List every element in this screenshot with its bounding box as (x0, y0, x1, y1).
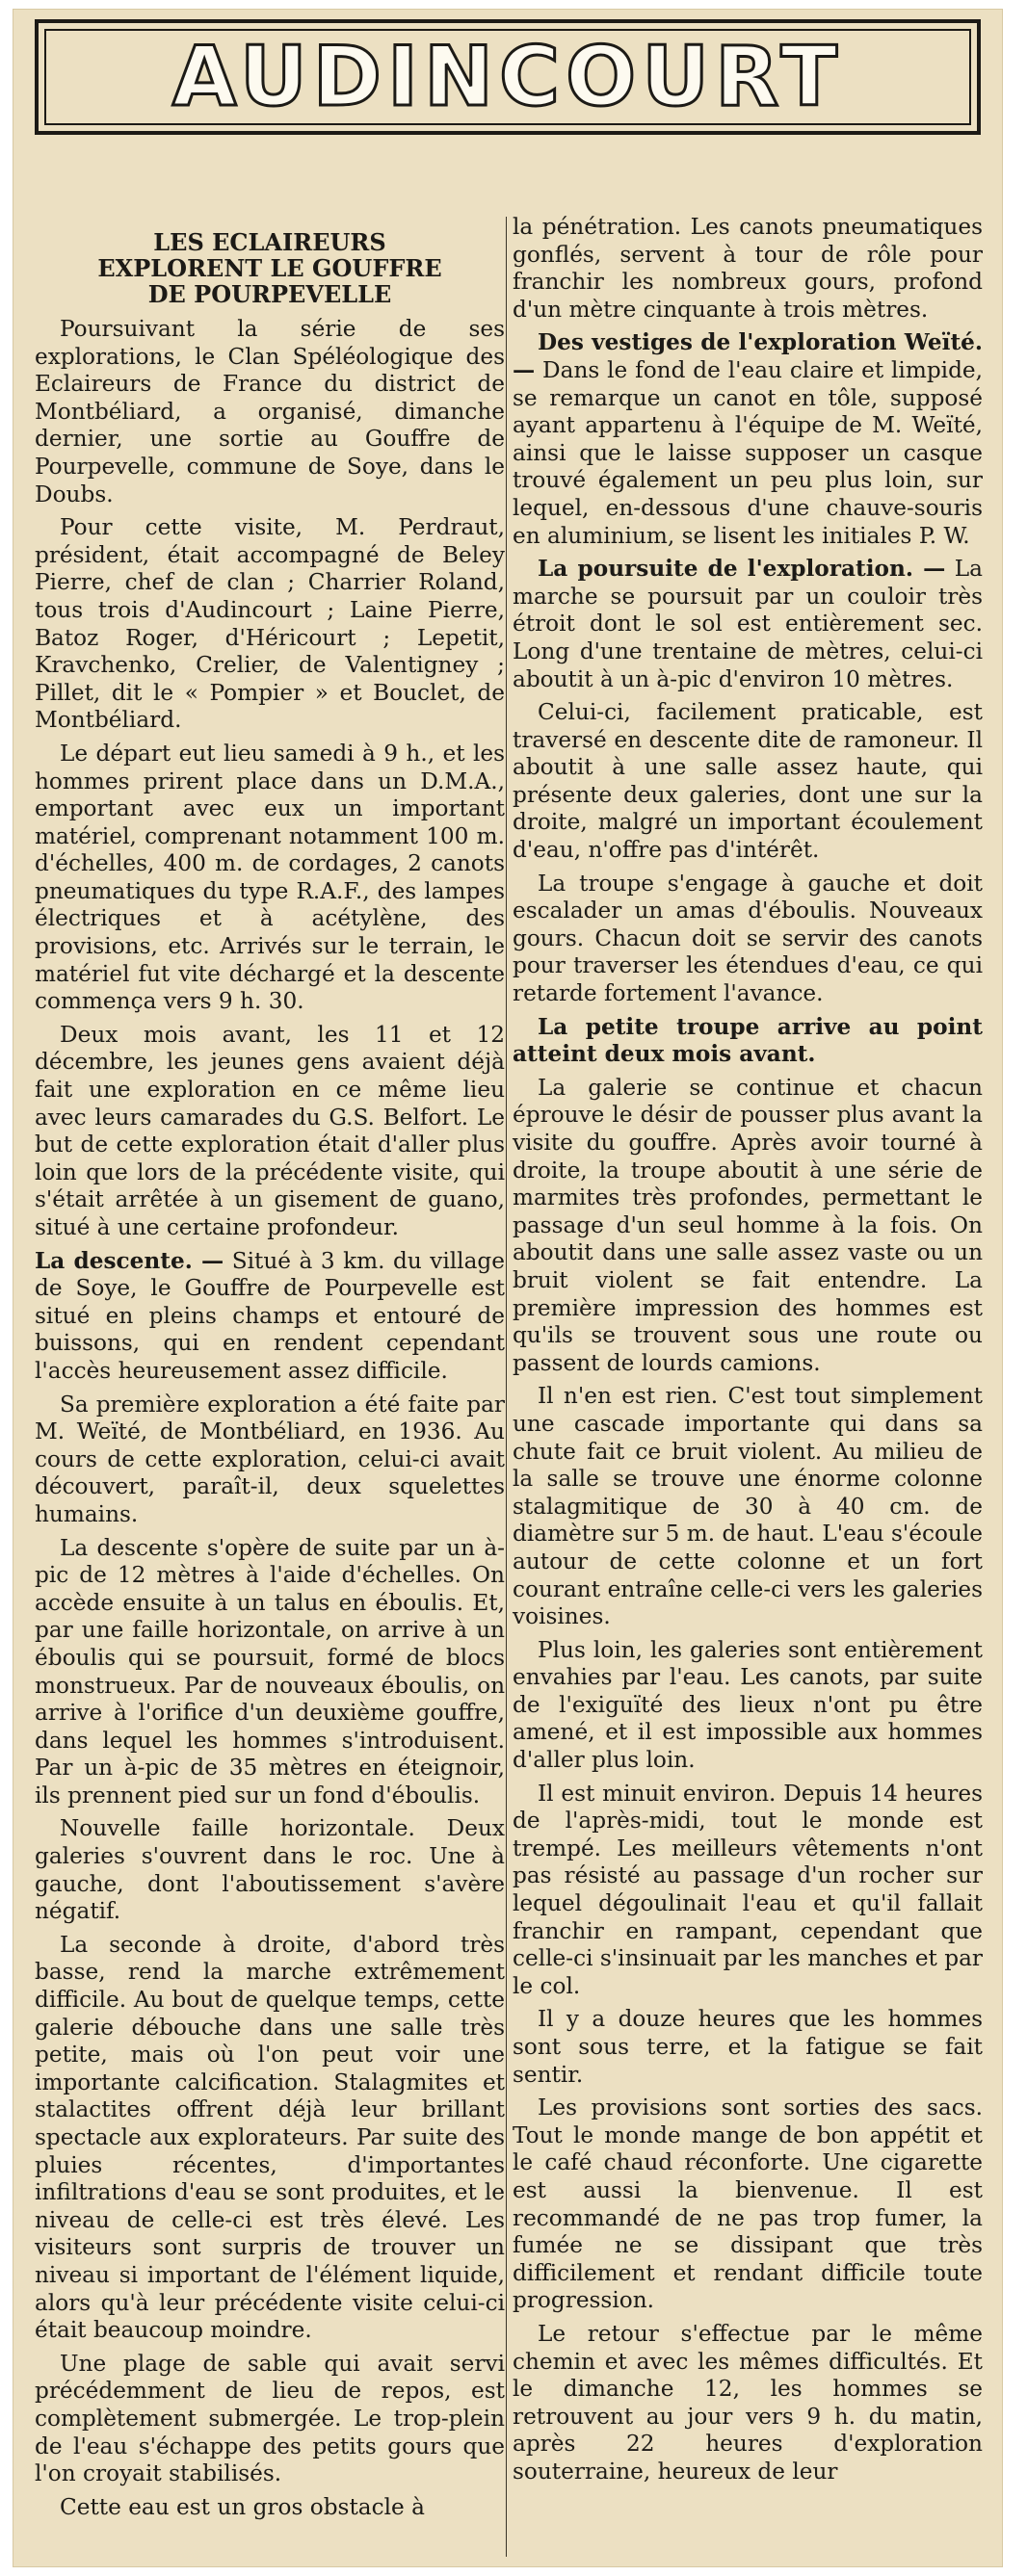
paragraph: Il n'en est rien. C'est tout simplement une cascade importante qui dans sa chute fait ce bruit violent. Au milieu de la salle se trouve une énorme colonne stalagmitique de 30 à 40 cm. de diamètre sur 5 m. de haut. L'eau s'écoule autour de cette colonne et un fort courant entraîne celle-ci vers les galeries voisines. (513, 1383, 983, 1630)
right-column (513, 214, 983, 2492)
subhead: La petite troupe arrive au point atteint deux mois avant. (513, 1013, 983, 1068)
paragraph: Une plage de sable qui avait servi précédemment de lieu de repos, est complètement submergée. Le trop-plein de l'eau s'échappe des petits gours que l'on croyait stabilisés. (35, 2350, 505, 2487)
paragraph: la pénétration. Les canots pneumatiques gonflés, servent à tour de rôle pour franchir les nombreux gours, profond d'un mètre cinquante à trois mètres. (513, 214, 983, 323)
headline-line-2: EXPLORENT LE GOUFFRE (97, 254, 442, 282)
paragraph-text: Dans le fond de l'eau claire et limpide, se remarque un canot en tôle, supposé ayant appartenu à l'équipe de M. Weïté, ainsi que le laisse supposer un casque trouvé également un peu plus loin, sur lequel, en-dessous d'une chauve-souris en aluminium, se lisent les initiales P. W. (513, 356, 984, 549)
paragraph: Le retour s'effectue par le même chemin et avec les mêmes difficultés. Et le dimanche 12, les hommes se retrouvent au jour vers 9 h. du matin, après 22 heures d'exploration souterraine, heureux de leur (513, 2320, 983, 2485)
paragraph: Il y a douze heures que les hommes sont sous terre, et la fatigue se fait sentir. (513, 2006, 983, 2088)
paragraph: Celui-ci, facilement praticable, est traversé en descente dite de ramoneur. Il aboutit à une salle assez haute, qui présente deux galeries, dont une sur la droite, malgré un important écoulement d'eau, n'offre pas d'intérêt. (513, 699, 983, 864)
paragraph: La seconde à droite, d'abord très basse, rend la marche extrêmement difficile. Au bout de quelque temps, cette galerie débouche dans une salle très petite, mais où l'on peut voir une importante calcification. Stalagmites et stalactites offrent déjà leur brillant spectacle aux explorateurs. Par suite des pluies récentes, d'importantes infiltrations d'eau se sont produites, et le niveau de celle-ci est très élevé. Les visiteurs sont surpris de trouver un niveau si important de l'élément liquide, alors qu'à leur précédente visite celui-ci était beaucoup moindre. (35, 1931, 505, 2344)
article-headline (35, 229, 505, 307)
paragraph: Deux mois avant, les 11 et 12 décembre, les jeunes gens avaient déjà fait une exploration en ce même lieu avec leurs camarades du G.S. Belfort. Le but de cette exploration était d'aller plus loin que lors de la précédente visite, qui s'était arrêtée à un gisement de guano, situé à une certaine profondeur. (35, 1021, 505, 1240)
subhead: Des vestiges de l'exploration Weïté. — (513, 329, 983, 383)
paragraph: Cette eau est un gros obstacle à (60, 2493, 425, 2520)
paragraph-text: Situé à 3 km. du village de Soye, le Gouffre de Pourpevelle est situé en pleins champs et entouré de buissons, qui en rendent cependant l'accès heureusement assez difficile. (35, 1247, 505, 1384)
paragraph (513, 329, 983, 550)
masthead-title: AUDINCOURT (171, 29, 844, 125)
paragraph: Poursuivant la série de ses explorations, le Clan Spéléologique des Eclaireurs de France du district de Montbéliard, a organisé, dimanche dernier, une sortie au Gouffre de Pourpevelle, commune de Soye, dans le Doubs. (35, 316, 505, 507)
column-divider (506, 217, 507, 2557)
newspaper-clipping (13, 10, 1002, 2566)
paragraph: Le départ eut lieu samedi à 9 h., et les hommes prirent place dans un D.M.A., emportant avec eux un important matériel, comprenant notamment 100 m. d'échelles, 400 m. de cordages, 2 canots pneumatiques du type R.A.F., des lampes électriques et à acétylène, des provisions, etc. Arrivés sur le terrain, le matériel fut vite déchargé et la descente commença vers 9 h. 30. (35, 740, 505, 1015)
subhead: La poursuite de l'exploration. — (538, 556, 946, 583)
left-column (35, 316, 505, 2527)
paragraph (35, 1248, 505, 1386)
paragraph: Il est minuit environ. Depuis 14 heures de l'après-midi, tout le monde est trempé. Les meilleurs vêtements n'ont pas résisté au passage d'un rocher sur lequel dégoulinait l'eau et qu'il fallait franchir en rampant, cependant que celle-ci s'insinuait par les manches et par le col. (513, 1780, 983, 1999)
paragraph: La troupe s'engage à gauche et doit escalader un amas d'éboulis. Nouveaux gours. Chacun doit se servir des canots pour traverser les étendues d'eau, ce qui retarde fortement l'avance. (513, 870, 983, 1007)
paragraph-text: La marche se poursuit par un couloir très étroit dont le sol est entièrement sec. Long d'une trentaine de mètres, celui-ci aboutit à un à-pic d'environ 10 mètres. (513, 556, 983, 692)
paragraph: La galerie se continue et chacun éprouve le désir de pousser plus avant la visite du gouffre. Après avoir tourné à droite, la troupe aboutit à une série de marmites très profondes, permettant le passage d'un seul homme à la fois. On aboutit dans une salle assez vaste ou un bruit violent se fait entendre. La première impression des hommes est qu'ils se trouvent sous une route ou passent de lourds camions. (513, 1074, 983, 1376)
paragraph: Nouvelle faille horizontale. Deux galeries s'ouvrent dans le roc. Une à gauche, dont l'aboutissement s'avère négatif. (35, 1815, 505, 1925)
headline-line-1: LES ECLAIREURS (153, 228, 386, 256)
paragraph: Pour cette visite, M. Perdraut, président, était accompagné de Beley Pierre, chef de clan ; Charrier Roland, tous trois d'Audincourt ; Laine Pierre, Batoz Roger, d'Héricourt ; Lepetit, Kravchenko, Crelier, de Valentigney ; Pillet, dit le « Pompier » et Bouclet, de Montbéliard. (35, 514, 505, 734)
paragraph: La descente s'opère de suite par un à-pic de 12 mètres à l'aide d'échelles. On accède ensuite à un talus en éboulis. Et, par une faille horizontale, on arrive à un éboulis qui se poursuit, formé de blocs monstrueux. Par de nouveaux éboulis, on arrive à l'orifice d'un deuxième gouffre, dans lequel les hommes s'introduisent. Par un à-pic de 35 mètres en éteignoir, ils prennent pied sur un fond d'éboulis. (35, 1534, 505, 1808)
subhead: La descente. — (35, 1247, 224, 1274)
paragraph (513, 556, 983, 693)
headline-line-3: DE POURPEVELLE (147, 280, 392, 308)
paragraph: Plus loin, les galeries sont entièrement envahies par l'eau. Les canots, par suite de l'exiguïté des lieux n'ont pu être amené, et il est impossible aux hommes d'aller plus loin. (513, 1636, 983, 1774)
masthead (35, 19, 981, 135)
paragraph: Sa première exploration a été faite par M. Weïté, de Montbéliard, en 1936. Au cours de cette exploration, celui-ci avait découvert, paraît-il, deux squelettes humains. (35, 1391, 505, 1527)
paragraph: Les provisions sont sorties des sacs. Tout le monde mange de bon appétit et le café chaud réconforte. Une cigarette est aussi la bienvenue. Il est recommandé de ne pas trop fumer, la fumée ne se dissipant que très difficilement et rendant difficile toute progression. (513, 2095, 983, 2314)
